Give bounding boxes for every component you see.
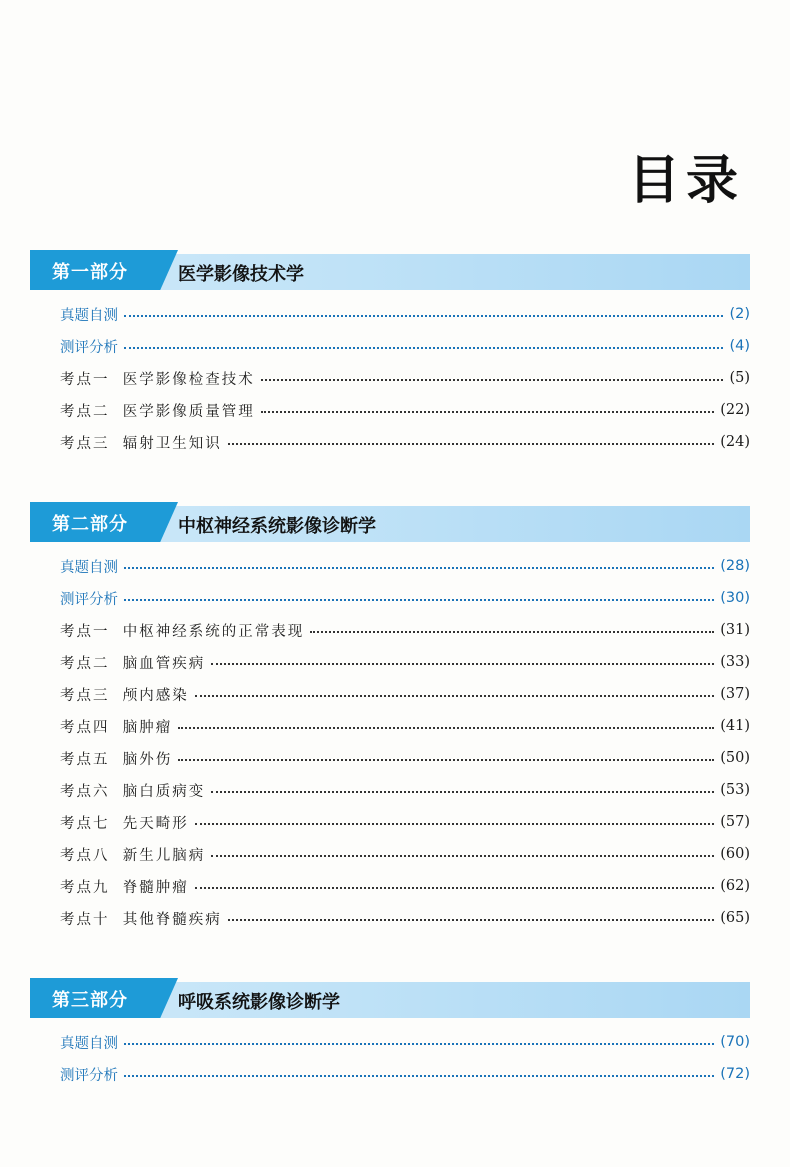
page-title: 目录 (628, 151, 745, 211)
toc-entry-label: 考点五 脑外伤 (60, 751, 173, 768)
toc-entry[interactable] (30, 582, 750, 614)
toc-entry-label: 考点三 辐射卫生知识 (60, 435, 222, 452)
dot-leader (195, 887, 715, 889)
dot-leader (228, 443, 715, 445)
toc-entry[interactable] (30, 902, 750, 934)
section-title: 中枢神经系统影像诊断学 (178, 516, 376, 537)
toc-page-number: (5) (729, 370, 750, 386)
toc-page-number: (31) (720, 622, 750, 638)
section-header (30, 250, 750, 290)
toc-page-number: (37) (720, 686, 750, 702)
toc-page-number: (30) (720, 590, 750, 606)
toc-entry[interactable] (30, 838, 750, 870)
toc-entry[interactable] (30, 870, 750, 902)
toc-entry-label: 测评分析 (60, 591, 118, 608)
toc-page-number: (22) (720, 402, 750, 418)
toc-entry[interactable] (30, 646, 750, 678)
dot-leader (124, 1075, 714, 1077)
toc-entry[interactable] (30, 614, 750, 646)
dot-leader (178, 759, 714, 761)
section-header (30, 502, 750, 542)
toc-entry[interactable] (30, 362, 750, 394)
dot-leader (211, 855, 714, 857)
toc-entry-label: 测评分析 (60, 1067, 118, 1084)
toc-page-number: (50) (720, 750, 750, 766)
toc-entry[interactable] (30, 298, 750, 330)
toc-page-number: (65) (720, 910, 750, 926)
dot-leader (310, 631, 714, 633)
toc-entry[interactable] (30, 330, 750, 362)
toc-page-number: (60) (720, 846, 750, 862)
section-part-3 (30, 978, 750, 1090)
toc-entry-label: 真题自测 (60, 307, 118, 324)
toc-page-number: (62) (720, 878, 750, 894)
section-tab-label: 第一部分 (52, 262, 128, 283)
toc-entry[interactable] (30, 806, 750, 838)
section-tab-label: 第二部分 (52, 514, 128, 535)
section-title: 呼吸系统影像诊断学 (178, 992, 340, 1013)
toc-entry[interactable] (30, 426, 750, 458)
toc-entry-label: 考点七 先天畸形 (60, 815, 189, 832)
toc-entry-label: 考点二 脑血管疾病 (60, 655, 206, 672)
dot-leader (211, 791, 714, 793)
toc-entry-label: 考点三 颅内感染 (60, 687, 189, 704)
dot-leader (195, 695, 715, 697)
section-header (30, 978, 750, 1018)
toc-entry[interactable] (30, 1058, 750, 1090)
toc-entry-label: 真题自测 (60, 1035, 118, 1052)
toc-entry-label: 考点九 脊髓肿瘤 (60, 879, 189, 896)
toc-entry-label: 考点一 医学影像检查技术 (60, 371, 255, 388)
dot-leader (211, 663, 714, 665)
toc-entry-label: 考点八 新生儿脑病 (60, 847, 206, 864)
toc-page-number: (53) (720, 782, 750, 798)
toc-entry[interactable] (30, 774, 750, 806)
section-part-1 (30, 250, 750, 458)
toc-entry[interactable] (30, 550, 750, 582)
dot-leader (261, 411, 715, 413)
toc-page-number: (41) (720, 718, 750, 734)
toc-entry-label: 考点四 脑肿瘤 (60, 719, 173, 736)
toc-entry[interactable] (30, 678, 750, 710)
toc-entry-list (30, 1026, 750, 1090)
dot-leader (124, 315, 723, 317)
toc-page-number: (57) (720, 814, 750, 830)
dot-leader (124, 567, 714, 569)
toc-page-number: (28) (720, 558, 750, 574)
dot-leader (124, 599, 714, 601)
toc-entry-label: 真题自测 (60, 559, 118, 576)
toc-entry-label: 测评分析 (60, 339, 118, 356)
toc-entry[interactable] (30, 1026, 750, 1058)
toc-page-number: (70) (720, 1034, 750, 1050)
toc-page-number: (33) (720, 654, 750, 670)
toc-entry-list (30, 298, 750, 458)
dot-leader (195, 823, 715, 825)
toc-entry-label: 考点十 其他脊髓疾病 (60, 911, 222, 928)
toc-page-number: (24) (720, 434, 750, 450)
dot-leader (228, 919, 715, 921)
toc-page-number: (4) (729, 338, 750, 354)
toc-entry[interactable] (30, 394, 750, 426)
toc-page-number: (2) (729, 306, 750, 322)
dot-leader (178, 727, 714, 729)
toc-entry-label: 考点一 中枢神经系统的正常表现 (60, 623, 305, 640)
section-part-2 (30, 502, 750, 934)
toc-entry[interactable] (30, 710, 750, 742)
toc-entry[interactable] (30, 742, 750, 774)
toc-entry-list (30, 550, 750, 934)
toc-entry-label: 考点六 脑白质病变 (60, 783, 206, 800)
toc-page-number: (72) (720, 1066, 750, 1082)
toc-entry-label: 考点二 医学影像质量管理 (60, 403, 255, 420)
dot-leader (261, 379, 724, 381)
dot-leader (124, 1043, 714, 1045)
section-tab-label: 第三部分 (52, 990, 128, 1011)
dot-leader (124, 347, 723, 349)
section-title: 医学影像技术学 (178, 264, 304, 285)
